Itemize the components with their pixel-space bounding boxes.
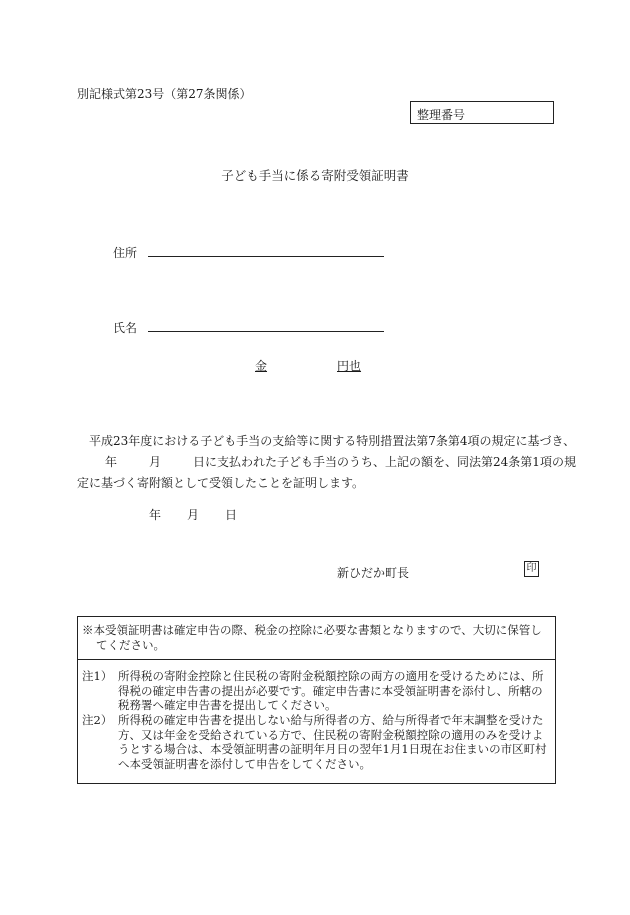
certification-date[interactable] <box>149 506 237 523</box>
date-day: 日 <box>225 508 238 522</box>
seal-mark: 印 <box>524 561 539 577</box>
notes-box: ※本受領証明書は確定申告の際、税金の控除に必要な書類となりますので、大切に保管し てください。 注1） 所得税の寄附金控除と住民税の寄附金税額控除の両方の適用を受けるためには、所 得税の確定申告書の提出が必要です。確定申告書に本受領証明書を添付し、所轄の 税務署へ確定申告書を提出してください。 注2） 所得税の確定申告書を提出しない給与所得者の方、給与所得者で年末調整を受けた 方、又は年金を受給されている方で、住民税の寄附金税額控除の適用のみを受けよ うとする場合は、本受領証明書の証明年月日の翌年1月1日現在お住まいの市区町村 へ本受領証明書を添付して申告をしてください。 <box>77 616 556 784</box>
date-month: 月 <box>187 508 200 522</box>
notice-text: ※本受領証明書は確定申告の際、税金の控除に必要な書類となりますので、大切に保管し てください。 <box>82 623 542 652</box>
mayor-title: 新ひだか町長 <box>337 566 410 580</box>
address-field[interactable] <box>148 256 384 257</box>
body-line-1: 平成23年度における子ども手当の支給等に関する特別措置法第7条第4項の規定に基づき、 <box>89 434 576 448</box>
document-title: 子ども手当に係る寄附受領証明書 <box>221 168 409 183</box>
note-2-tag: 注2） <box>82 713 113 727</box>
reference-number-box[interactable] <box>410 101 554 124</box>
note-1-tag: 注1） <box>82 669 113 683</box>
name-field[interactable] <box>148 331 384 332</box>
address-label: 住所 <box>113 246 138 260</box>
amount-prefix: 金 <box>255 359 268 373</box>
amount-field[interactable] <box>255 357 361 374</box>
date-year: 年 <box>149 508 162 522</box>
reference-number-label: 整理番号 <box>417 108 466 122</box>
body-line-3: 定に基づく寄附額として受領したことを証明します。 <box>77 476 365 490</box>
certification-text <box>77 431 576 494</box>
form-code: 別記様式第23号（第27条関係） <box>77 87 252 101</box>
body-line-2: 年 月 日に支払われた子ども手当のうち、上記の額を、同法第24条第1項の規 <box>105 455 576 469</box>
notes-divider <box>78 659 555 660</box>
amount-suffix: 円也 <box>337 359 362 373</box>
name-label: 氏名 <box>113 321 138 335</box>
